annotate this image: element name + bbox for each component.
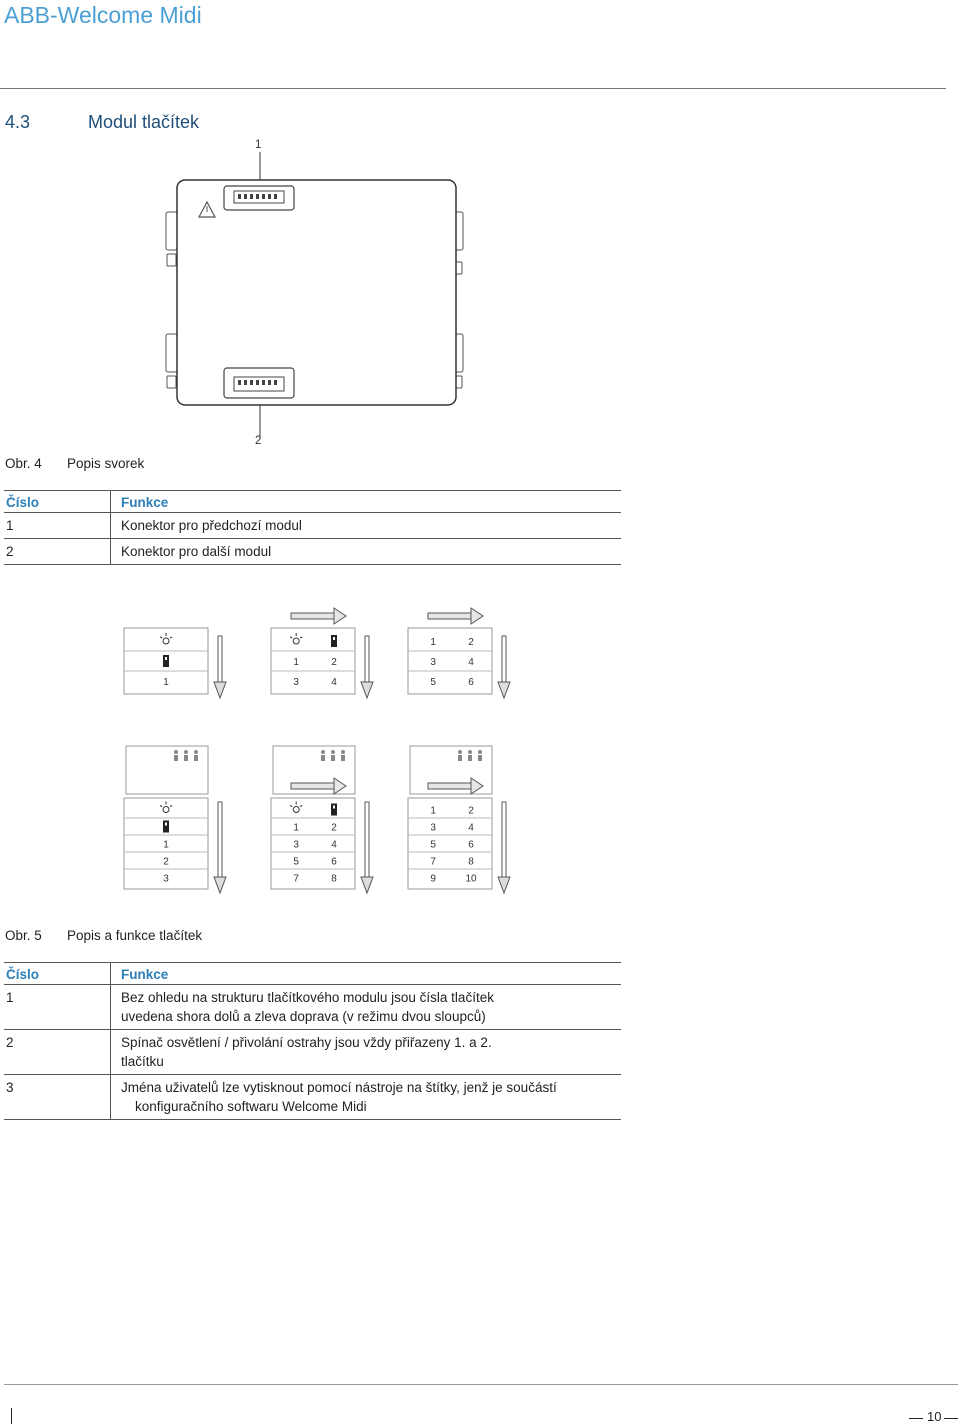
button-number: 9 [430, 873, 436, 885]
button-panel [408, 628, 492, 694]
user-icon-body [331, 755, 335, 761]
button-number: 8 [468, 856, 474, 868]
user-icon [331, 750, 335, 754]
user-icon-body [478, 755, 482, 761]
table2-cell-function [111, 1030, 622, 1075]
button-number: 1 [293, 657, 299, 668]
button-number: 5 [293, 856, 299, 868]
button-number: 1 [430, 805, 436, 817]
footer-rule [4, 1384, 958, 1385]
table1-header-number: Číslo [4, 491, 111, 513]
header-rule [0, 88, 946, 89]
user-icon [184, 750, 188, 754]
module-connector-drawing [150, 150, 480, 450]
button-number: 8 [331, 873, 337, 885]
button-number: 3 [430, 822, 436, 834]
key-icon-detail [165, 657, 167, 660]
callout-2: 2 [255, 435, 262, 447]
down-arrow-head [361, 877, 373, 893]
button-number: 6 [331, 856, 337, 868]
user-icon [468, 750, 472, 754]
button-number: 1 [293, 822, 299, 834]
footer-marker [11, 1408, 12, 1424]
button-number: 3 [430, 657, 436, 668]
key-icon-detail [333, 637, 335, 640]
down-arrow-head [498, 877, 510, 893]
right-arrow [291, 613, 334, 619]
user-icon-body [184, 755, 188, 761]
down-arrow [218, 802, 222, 877]
user-icon [341, 750, 345, 754]
button-number: 2 [331, 822, 337, 834]
button-number: 5 [430, 677, 436, 688]
user-icon [458, 750, 462, 754]
button-number: 10 [465, 873, 477, 885]
button-number: 1 [430, 637, 436, 648]
table2-header-number: Číslo [4, 963, 111, 985]
button-function-table [4, 962, 621, 1120]
button-number: 3 [293, 839, 299, 851]
table2-cell-function [111, 1075, 622, 1120]
button-number: 4 [468, 822, 474, 834]
figure5-caption-number: Obr. 5 [5, 928, 42, 943]
section-number: 4.3 [5, 112, 31, 132]
table-row [4, 985, 621, 1030]
table2-line: Jména uživatelů lze vytisknout pomocí nástroje na štítky, jenž je součástí [121, 1080, 557, 1095]
table-row [4, 539, 621, 565]
footer-dash-left [909, 1418, 923, 1419]
button-number: 2 [468, 805, 474, 817]
button-number: 4 [468, 657, 474, 668]
button-number: 5 [430, 839, 436, 851]
table1-cell-function: Konektor pro předchozí modul [111, 513, 622, 539]
button-number: 1 [163, 677, 169, 688]
section-title: Modul tlačítek [88, 112, 200, 132]
button-number: 7 [293, 873, 299, 885]
button-number: 2 [468, 637, 474, 648]
button-number: 7 [430, 856, 436, 868]
right-arrow-head [334, 608, 346, 624]
key-icon [331, 804, 337, 816]
right-arrow [428, 783, 471, 789]
button-number: 2 [163, 856, 169, 868]
key-icon [331, 635, 337, 647]
button-number: 4 [331, 677, 337, 688]
down-arrow [502, 802, 506, 877]
down-arrow [365, 802, 369, 877]
down-arrow [365, 636, 369, 682]
user-icon-body [468, 755, 472, 761]
down-arrow [218, 636, 222, 682]
table2-cell-number: 2 [4, 1030, 111, 1075]
table2-cell-number: 3 [4, 1075, 111, 1120]
connector-table [4, 490, 621, 565]
table1-cell-function: Konektor pro další modul [111, 539, 622, 565]
user-icon-body [194, 755, 198, 761]
table2-line: Spínač osvětlení / přivolání ostrahy jsou vždy přiřazeny 1. a 2. [121, 1035, 492, 1050]
table2-cell-function [111, 985, 622, 1030]
user-icon [478, 750, 482, 754]
key-icon [163, 655, 169, 667]
user-icon [194, 750, 198, 754]
footer-dash-right [944, 1418, 958, 1419]
figure4-caption-number: Obr. 4 [5, 456, 42, 471]
table2-line: konfiguračního softwaru Welcome Midi [135, 1099, 367, 1114]
page-number: 10 [927, 1409, 942, 1424]
user-icon [321, 750, 325, 754]
user-icon-body [341, 755, 345, 761]
right-arrow [291, 783, 334, 789]
table-row [4, 1030, 621, 1075]
button-number: 6 [468, 677, 474, 688]
down-arrow-head [498, 682, 510, 698]
table1-cell-number: 1 [4, 513, 111, 539]
table1-cell-number: 2 [4, 539, 111, 565]
table2-header-function: Funkce [111, 963, 622, 985]
user-icon [174, 750, 178, 754]
user-icon-body [321, 755, 325, 761]
table2-cell-number: 1 [4, 985, 111, 1030]
table2-line: uvedena shora dolů a zleva doprava (v režimu dvou sloupců) [121, 1009, 486, 1024]
button-number: 4 [331, 839, 337, 851]
button-number: 2 [331, 657, 337, 668]
user-icon-body [458, 755, 462, 761]
button-number: 1 [163, 839, 169, 851]
table2-line: Bez ohledu na strukturu tlačítkového modulu jsou čísla tlačítek [121, 990, 494, 1005]
table1-header-function: Funkce [111, 491, 622, 513]
down-arrow-head [214, 877, 226, 893]
button-panel [271, 628, 355, 694]
table2-line: tlačítku [121, 1054, 164, 1069]
right-arrow-head [471, 608, 483, 624]
table-row [4, 513, 621, 539]
button-number: 3 [293, 677, 299, 688]
table-row [4, 1075, 621, 1120]
key-icon-detail [165, 823, 167, 826]
down-arrow-head [361, 682, 373, 698]
button-number: 3 [163, 873, 169, 885]
key-icon-detail [333, 806, 335, 809]
figure5-caption-text: Popis a funkce tlačítek [67, 928, 203, 943]
right-arrow [428, 613, 471, 619]
button-panel [408, 798, 492, 889]
button-number: 6 [468, 839, 474, 851]
down-arrow-head [214, 682, 226, 698]
key-icon [163, 821, 169, 833]
document-title: ABB-Welcome Midi [4, 2, 202, 28]
figure4-caption-text: Popis svorek [67, 456, 145, 471]
button-panel [271, 798, 355, 889]
button-layout-figure [110, 600, 530, 900]
down-arrow [502, 636, 506, 682]
callout-1: 1 [255, 139, 262, 151]
user-icon-body [174, 755, 178, 761]
